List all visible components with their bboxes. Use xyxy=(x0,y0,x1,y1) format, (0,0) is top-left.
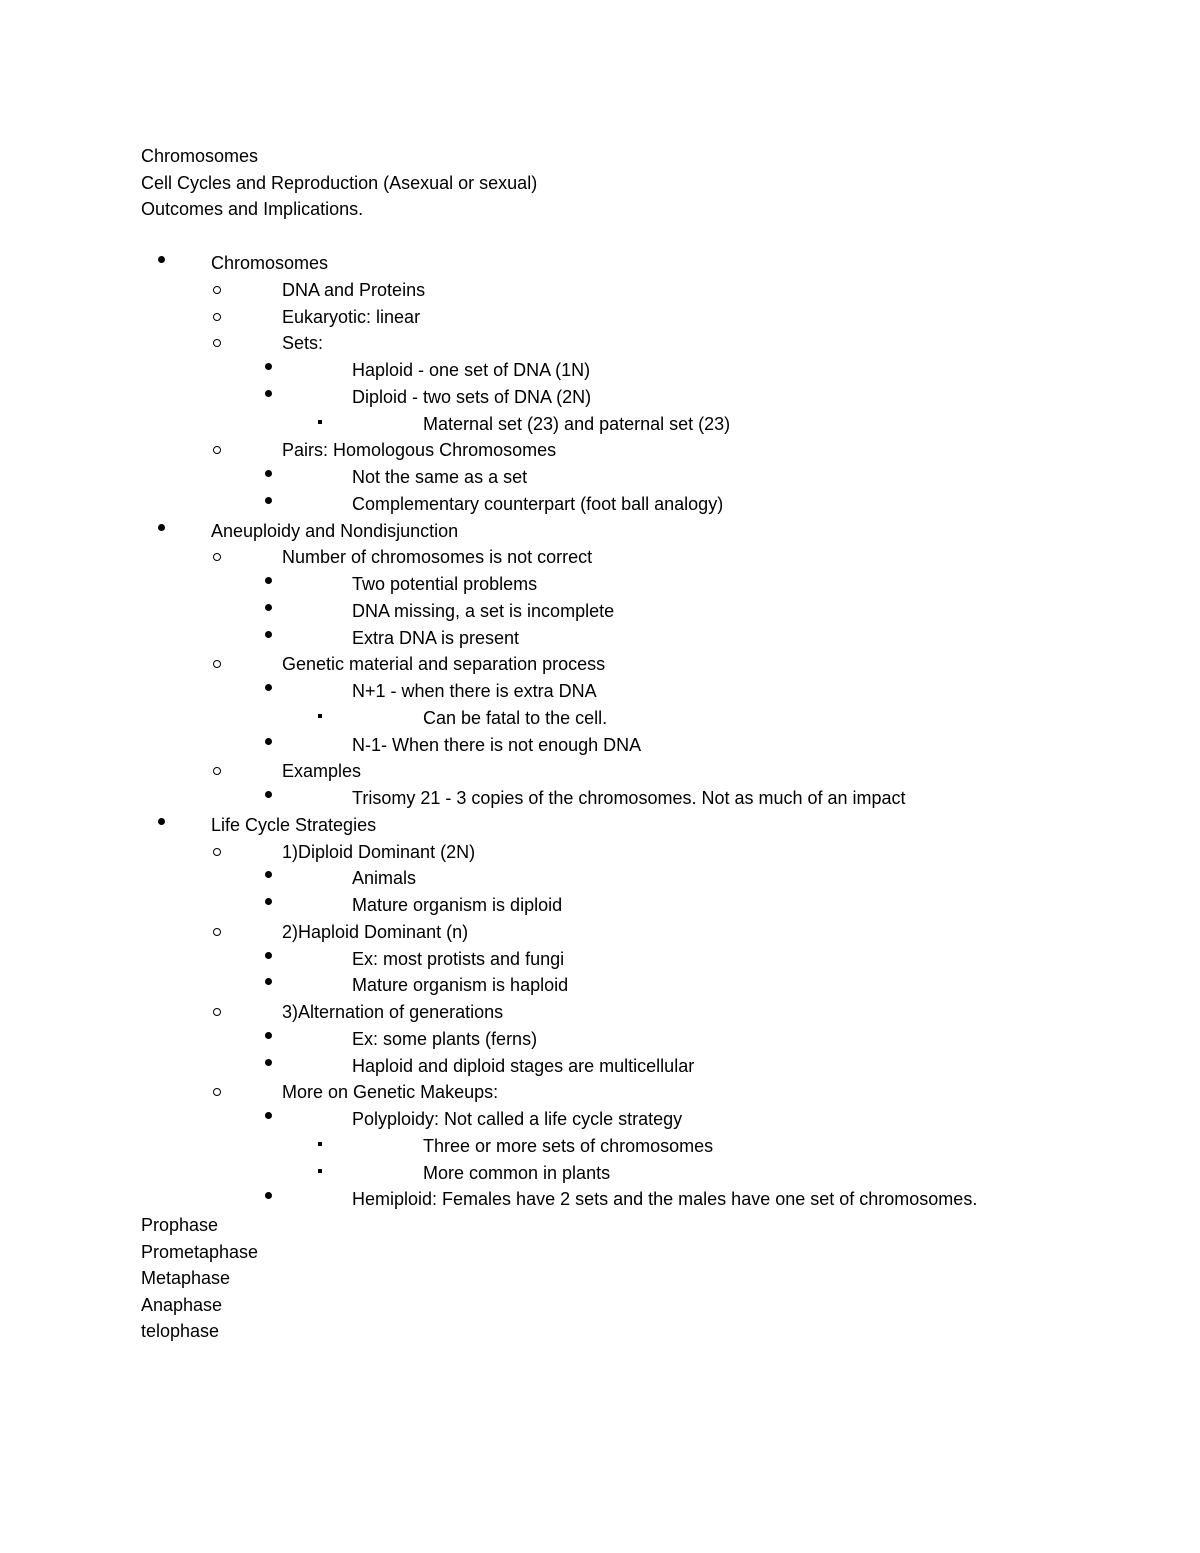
outline-item-text: Life Cycle Strategies xyxy=(211,814,377,835)
outline-item-text: Three or more sets of chromosomes xyxy=(423,1135,714,1156)
outline-item-text: DNA and Proteins xyxy=(282,279,426,300)
outline-item-text: Diploid - two sets of DNA (2N) xyxy=(352,386,592,407)
outline-item-text: Sets: xyxy=(282,333,324,354)
outline-item-text: More common in plants xyxy=(423,1162,611,1183)
outline-item-text: 2)Haploid Dominant (n) xyxy=(282,921,469,942)
outline-item-text: Genetic material and separation process xyxy=(282,654,606,675)
outline-item-text: Mature organism is haploid xyxy=(352,975,569,996)
outline-item-text: Ex: most protists and fungi xyxy=(352,948,565,969)
outline-item-text: Can be fatal to the cell. xyxy=(423,707,608,728)
outline-item-text: Number of chromosomes is not correct xyxy=(282,547,593,568)
phase-item: Anaphase xyxy=(141,1294,223,1315)
outline-item-text: N-1- When there is not enough DNA xyxy=(352,734,642,755)
outline-item-text: Two potential problems xyxy=(352,574,538,594)
header-line-1: Chromosomes xyxy=(141,146,259,166)
outline-item-text: Not the same as a set xyxy=(352,467,528,487)
outline-item-text: Haploid and diploid stages are multicellular xyxy=(352,1055,695,1076)
outline-item-text: DNA missing, a set is incomplete xyxy=(352,600,615,621)
outline-item-text: 1)Diploid Dominant (2N) xyxy=(282,841,476,862)
phase-item: telophase xyxy=(141,1321,220,1341)
outline-item-text: Trisomy 21 - 3 copies of the chromosomes. Not as much of an impact xyxy=(352,788,906,808)
outline-item-text: Eukaryotic: linear xyxy=(282,306,421,327)
outline-item-text: Haploid - one set of DNA (1N) xyxy=(352,360,591,380)
outline-item-text: Examples xyxy=(282,761,362,782)
outline-item-text: 3)Alternation of generations xyxy=(282,1002,504,1022)
outline-item-text: Mature organism is diploid xyxy=(352,895,563,915)
phase-item: Metaphase xyxy=(141,1268,231,1288)
outline-item-text: Ex: some plants (ferns) xyxy=(352,1028,538,1049)
outline-item-text: Animals xyxy=(352,868,417,889)
outline-item-text: Pairs: Homologous Chromosomes xyxy=(282,440,557,461)
header-line-2: Cell Cycles and Reproduction (Asexual or sexual) xyxy=(141,173,538,193)
phase-item: Prometaphase xyxy=(141,1241,259,1262)
outline-item-text: Polyploidy: Not called a life cycle strategy xyxy=(352,1109,683,1129)
outline-item-text: N+1 - when there is extra DNA xyxy=(352,681,597,701)
phase-item: Prophase xyxy=(141,1215,219,1235)
outline-item-text: Extra DNA is present xyxy=(352,627,520,648)
outline-item-text: Complementary counterpart (foot ball analogy) xyxy=(352,493,724,514)
outline-item-text: More on Genetic Makeups: xyxy=(282,1082,499,1103)
header-line-3: Outcomes and Implications. xyxy=(141,199,364,219)
outline-item-text: Maternal set (23) and paternal set (23) xyxy=(423,413,731,434)
outline-item-text: Hemiploid: Females have 2 sets and the males have one set of chromosomes. xyxy=(352,1189,978,1210)
outline-item-text: Chromosomes xyxy=(211,253,329,273)
outline-item-text: Aneuploidy and Nondisjunction xyxy=(211,520,459,541)
